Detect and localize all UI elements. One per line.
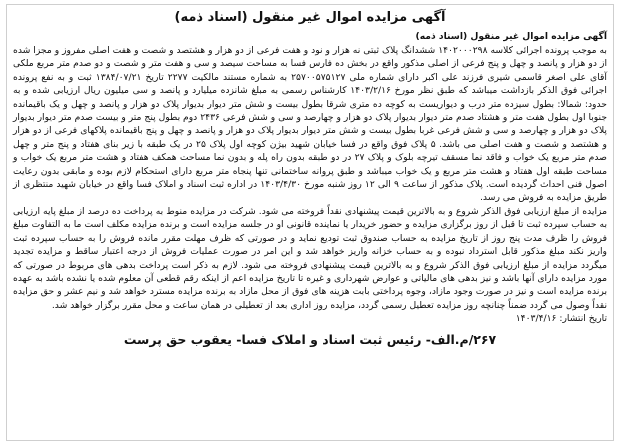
notice-paragraph-property: به موجب پرونده اجرائی کلاسه ۱۴۰۲۰۰۰۲۹۸ ششدانگ پلاک ثبتی نه هزار و نود و هفت فرعی از دو هزار و هشتصد و شصت و هفت اصلی مفروز و مجزا شده از دو هزار و پانصد و چهل و پنج فرعی از اصلی مذکور واقع در بخش ده فارس فسا به مساحت سیصد و سی و هفت متر و شصت و دو صدم متر مربع ملکی آقای علی اصغر قاسمی شیری فرزند علی اکبر دارای شماره ملی ۲۵۷۰۰۵۷۵۱۲۷ به شماره مستند مالکیت ۲۲۷۷ تاریخ ۱۳۸۴/۰۷/۲۱ ثبت و به نفع پرونده اجرائی فوق الذکر بازداشت میباشد که طبق نظر مورخ ۱۴۰۳/۲/۱۶ کارشناس رسمی به مبلغ شانزده میلیارد و پانصد و سی میلیون ریال ارزیابی شده و به حدود: شمالا: بطول سیزده متر درب و دیواریست به کوچه ده متری شرقا بطول بیست و شش متر دیوار بدیوار پلاک دو هزار و پانصد و چهل و یک باقیمانده جنوبا اول بطول هفت متر و هشتاد صدم متر دیوار بدیوار پلاک دو هزار و چهارصد و سی و شش فرعی ۲۴۳۶ دوم بطول پنج متر و بیست صدم متر دیوار بدیوار پلاک دو هزار و چهارصد و سی و شش فرعی غربا بطول بیست و شش متر دیوار بدیوار پلاک دو هزار و پانصد و چهل و پنج باقیمانده پلاکهای فرعی از دو هزار و هشتصد و شصت و هفت اصلی می باشد. ۵ پلاک فوق واقع در فسا خیابان شهید بیژن کوچه اول پلاک ۲۵ در یک طبقه با زیر بنای هفتاد و پنج متر و چهل صدم متر مربع یک خواب و فاقد نما مسقف تیرچه بلوک و پلاک ۲۷ در دو طبقه بدون راه پله و بدون نما مساحت همکف هفتاد و هشت متر مربع یک خواب و مساحت طبقه اول هفتاد و هشت متر مربع و یک خواب میباشد و طبق پروانه ساختمانی تنها پنجاه متر مربع دارای استحکام لازم بوده و مابقی بدون رعایت اصول فنی احداث گردیده است. پلاک مذکور از ساعت ۹ الی ۱۲ روز شنبه مورخ ۱۴۰۳/۴/۳۰ در اداره ثبت اسناد و املاک فسا واقع در خیابان شهید منتظری از طریق مزایده به فروش می رسد. xyxy=(13,45,608,204)
signature-line: ۲۶۷/م.الف- رئیس ثبت اسناد و املاک فسا- یعقوب حق پرست xyxy=(123,332,497,348)
publication-date: تاریخ انتشار: ۱۴۰۳/۴/۱۶ xyxy=(515,313,607,325)
notice-title: آگهی مزایده اموال غیر منقول (اسناد ذمه) xyxy=(174,10,446,25)
notice-frame xyxy=(6,4,614,441)
notice-paragraph-conditions: مزایده از مبلغ ارزیابی فوق الذکر شروع و به بالاترین قیمت پیشنهادی نقداً فروخته می شود. شرکت در مزایده منوط به پرداخت ده درصد از مبلغ پایه ارزیابی به حساب سپرده ثبت تا قبل از روز برگزاری مزایده و حضور خریدار یا نماینده قانونی او در جلسه مزایده است و برنده مزایده مکلف است ما به التفاوت مبلغ فروش را ظرف مدت پنج روز از تاریخ مزایده به حساب صندوق ثبت تودیع نماید و در صورتی که ظرف مهلت مقرر مانده فروش را به حساب سپرده ثبت واریز نکند مبلغ مذکور قابل استرداد نبوده و به حساب خزانه واریز خواهد شد و این امر در صورت عملیات فروش از درجه اعتبار ساقط و مزایده تجدید میگردد مزایده از مبلغ ارزیابی فوق الذکر شروع و به بالاترین قیمت پیشنهادی فروخته می شود. لازم به ذکر است پرداخت بدهی های مربوط در صورتی که مورد مزایده دارای آنها باشد و نیز بدهی های مالیاتی و عوارض شهرداری و غیره تا تاریخ مزایده اعم از اینکه رقم قطعی آن معلوم شده یا نشده باشد به عهده برنده مزایده است و نیز در صورت وجود مازاد، وجوه پرداختی بابت هزینه های فوق از محل مازاد به برنده مزایده مسترد خواهد شد و نیم عشر و حق مزایده نقداً وصول می گردد ضمناً چنانچه روز مزایده تعطیل رسمی گردد، مزایده روز اداری بعد از تعطیلی در همان ساعت و محل مقرر برگزار خواهد شد. xyxy=(13,205,607,311)
notice-subtitle: آگهی مزایده اموال غیر منقول (اسناد ذمه) xyxy=(415,31,607,42)
